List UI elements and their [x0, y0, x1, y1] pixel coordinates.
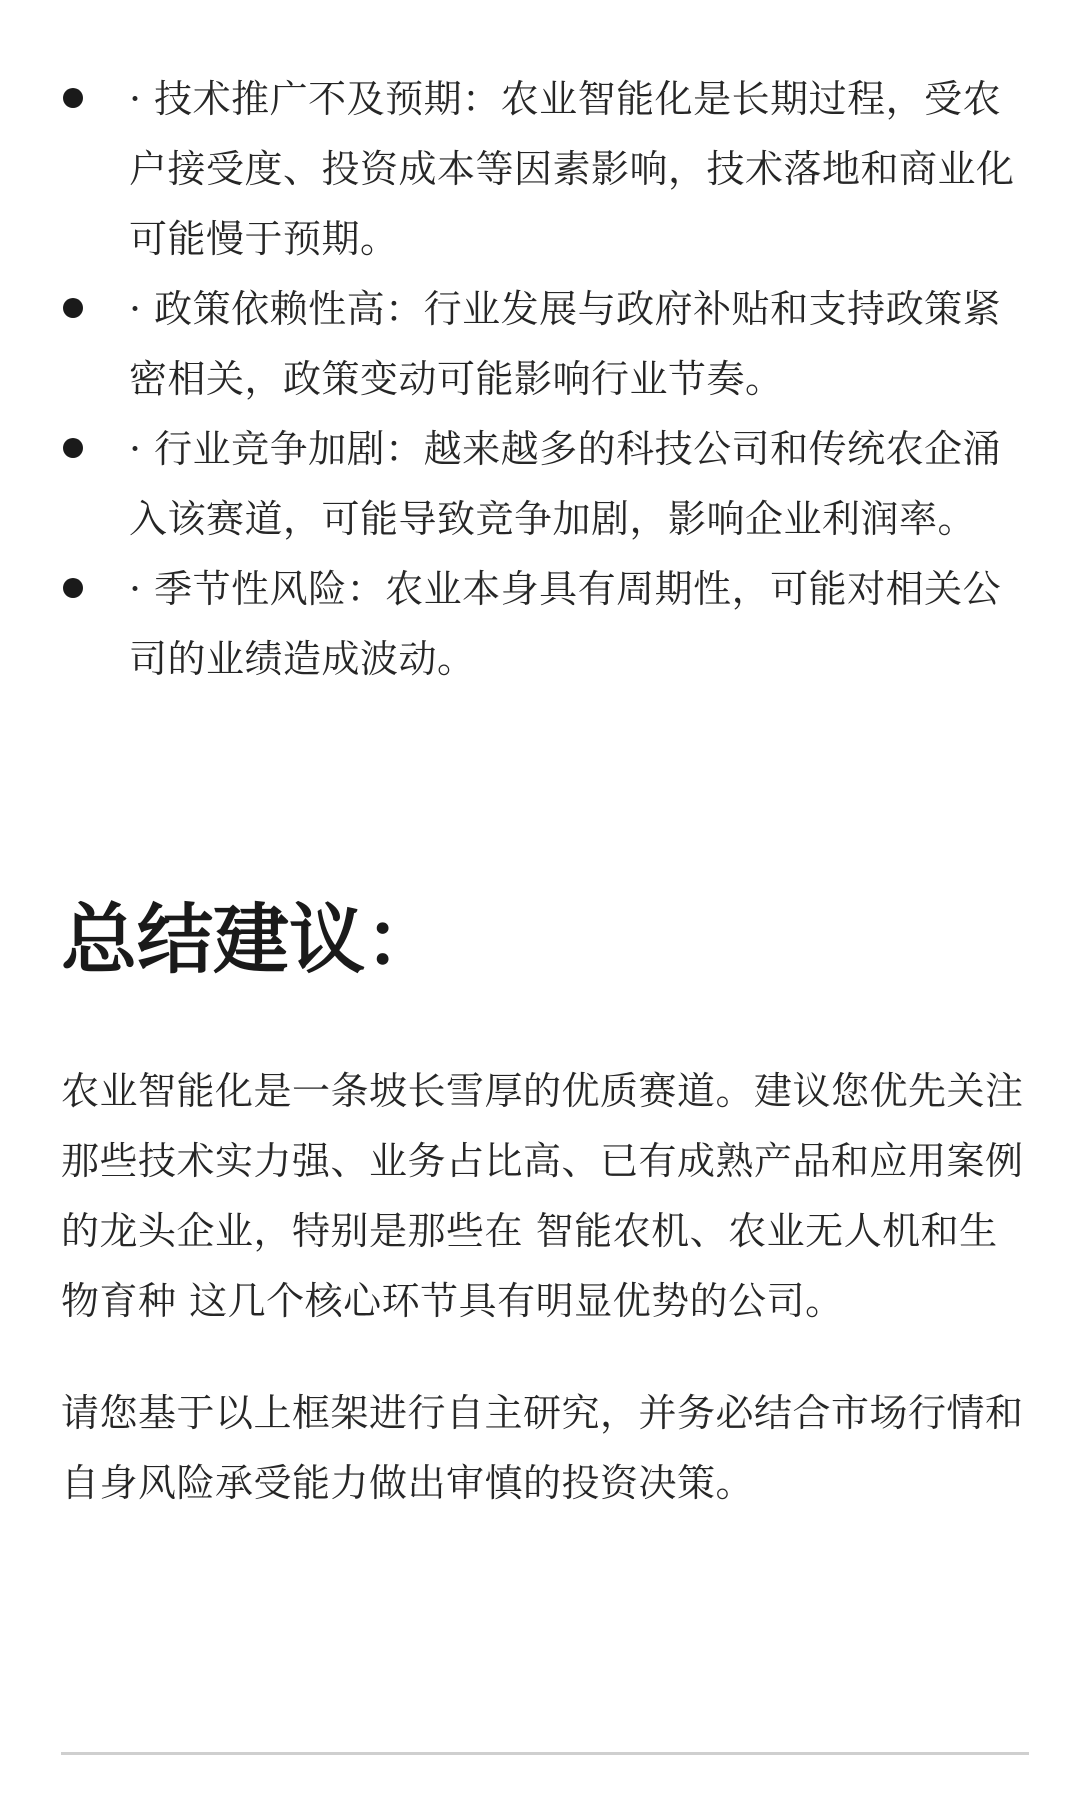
- document-body: [61, 64, 1029, 1518]
- risk-list: [61, 64, 1029, 694]
- bullet-icon: [63, 578, 83, 598]
- risk-text: · 政策依赖性高：行业发展与政府补贴和支持政策紧密相关，政策变动可能影响行业节奏。: [129, 287, 1002, 401]
- list-item: [61, 64, 1029, 274]
- risk-text: · 季节性风险：农业本身具有周期性，可能对相关公司的业绩造成波动。: [129, 567, 1002, 681]
- list-item: [61, 554, 1029, 694]
- list-item: [61, 274, 1029, 414]
- risk-text: · 技术推广不及预期：农业智能化是长期过程，受农户接受度、投资成本等因素影响，技术落地和商业化可能慢于预期。: [129, 77, 1015, 261]
- bullet-icon: [63, 438, 83, 458]
- divider: [61, 1752, 1029, 1755]
- summary-paragraph: 请您基于以上框架进行自主研究，并务必结合市场行情和自身风险承受能力做出审慎的投资决策。: [61, 1391, 1024, 1505]
- risk-text: · 行业竞争加剧：越来越多的科技公司和传统农企涌入该赛道，可能导致竞争加剧，影响企业利润率。: [129, 427, 1002, 541]
- summary-heading: 总结建议：: [61, 895, 441, 984]
- bullet-icon: [63, 298, 83, 318]
- summary-paragraph: 农业智能化是一条坡长雪厚的优质赛道。建议您优先关注那些技术实力强、业务占比高、已有成熟产品和应用案例的龙头企业，特别是那些在 智能农机、农业无人机和生物育种 这几个核心环节具有明显优势的公司。: [61, 1069, 1024, 1323]
- bullet-icon: [63, 88, 83, 108]
- list-item: [61, 414, 1029, 554]
